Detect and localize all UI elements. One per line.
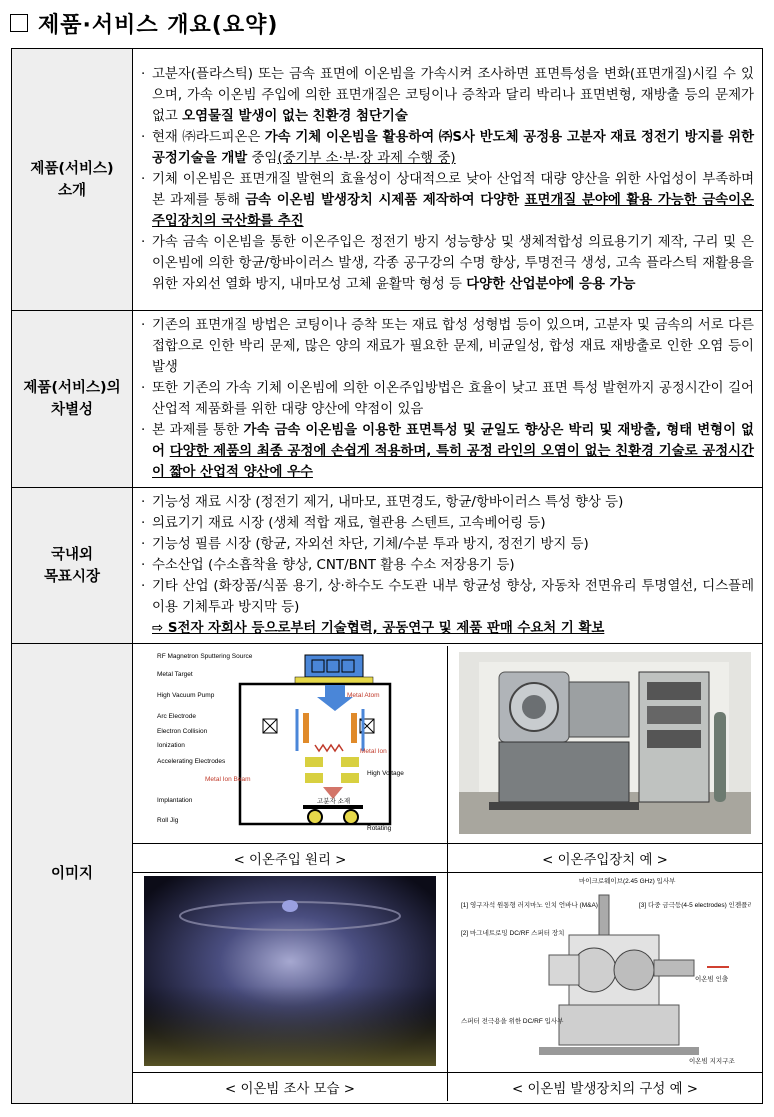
diagram2-label: 스퍼터 전극용을 위한 DC/RF 입사부 <box>461 1017 564 1025</box>
image-cell-beam <box>133 873 448 1073</box>
image-grid <box>133 646 762 1102</box>
image-cell-structure <box>448 873 763 1073</box>
label-differentiation <box>12 311 133 488</box>
caption-device: < 이온주입장치 예 > <box>448 844 763 873</box>
diagram2-label: [3] 다중 금극등(4-5 electrodes) 인젠플러 <box>639 901 751 909</box>
diagram2-label: 마이크로웨이브(2.45 GHz) 입사부 <box>579 877 676 885</box>
content-target-market <box>133 488 763 644</box>
row-target-market <box>12 488 763 644</box>
caption-principle: < 이온주입 원리 > <box>133 844 448 873</box>
diagram-inner-label: High Voltage <box>367 769 404 777</box>
diagram-inner-label: 고분자 소재 <box>317 797 351 805</box>
ion-beam-photo <box>144 876 436 1066</box>
row-product-intro <box>12 49 763 311</box>
diagram-label: Implantation <box>157 796 193 804</box>
market-item-5: · 기타 산업 (화장품/식품 용기, 상·하수도 수도관 내부 항균성 향상, 자동차 전면유리 투명열선, 디스플레이용 기체투과 방지막 등) <box>141 576 754 618</box>
market-item-3: · 기능성 필름 시장 (항균, 자외선 차단, 기체/수분 투과 방지, 정전기 방지 등) <box>141 534 754 555</box>
diagram-label: High Vacuum Pump <box>157 691 215 699</box>
page-title: 제품·서비스 개요(요약) <box>38 12 279 38</box>
label-line: 소개 <box>57 182 86 199</box>
diagram-label: Accelerating Electrodes <box>157 757 226 765</box>
diagram-label: RF Magnetron Sputtering Source <box>157 652 253 660</box>
intro-item-1: · 고분자(플라스틱) 또는 금속 표면에 이온빔을 가속시켜 조사하면 표면특성을 변화(표면개질)시킬 수 있으며, 가속 이온빔 주입에 의한 표면개질은 코팅이나 증착과 달리 박리나 표면변형, 재방출 등의 문제가 없고 오염물질 발생이 없는 친환경 첨단기술 <box>141 64 754 127</box>
image-cell-device <box>448 646 763 844</box>
diagram-label: Ionization <box>157 741 185 749</box>
diagram2-label: 이온빔 지지구조 <box>689 1057 735 1065</box>
intro-item-3: · 기체 이온빔은 표면개질 발현의 효율성이 상대적으로 낮아 산업적 대량 양산을 위한 사업성이 부족하며 본 과제를 통해 금속 이온빔 발생장치 시제품 제작하여 다양한 표면개질 분야에 활용 가능한 금속이온 주입장치의 국산화를 추진 <box>141 169 754 232</box>
diagram2-label: 이온빔 인출 <box>695 975 729 983</box>
label-product-intro <box>12 49 133 311</box>
diagram-inner-label: Metal Atom <box>347 691 380 699</box>
label-line: 국내외 <box>50 546 94 563</box>
diagram2-label: [2] 마그네트로밍 DC/RF 스퍼터 장치 <box>461 929 565 937</box>
overview-table <box>11 48 763 1104</box>
diagram-label: Arc Electrode <box>157 712 197 720</box>
diagram-inner-label: Rotating <box>367 824 392 832</box>
market-item-4: · 수소산업 (수소흡착율 향상, CNT/BNT 활용 수소 저장용기 등) <box>141 555 754 576</box>
diagram-label: Roll Jig <box>157 816 179 824</box>
market-item-2: · 의료기기 재료 시장 (생체 적합 재료, 혈관용 스텐트, 고속베어링 등) <box>141 513 754 534</box>
caption-beam: < 이온빔 조사 모습 > <box>133 1073 448 1102</box>
diagram-label: Electron Collision <box>157 727 208 735</box>
row-images <box>12 644 763 1104</box>
diff-item-2: · 또한 기존의 가속 기체 이온빔에 의한 이온주입방법은 효율이 낮고 표면 특성 발현까지 공정시간이 길어 산업적 제품화를 위한 대량 양산에 약점이 있음 <box>141 378 754 420</box>
title-checkbox[interactable] <box>10 14 28 32</box>
diagram2-label: [1] 영구자석 원통형 러지마노 인치 언바나 (M&A) <box>461 901 598 909</box>
market-item-1: · 기능성 재료 시장 (정전기 제거, 내마모, 표면경도, 항균/항바이러스 특성 향상 등) <box>141 492 754 513</box>
label-images: 이미지 <box>12 644 133 1104</box>
label-target-market <box>12 488 133 644</box>
diagram-inner-label: Metal Ion <box>360 747 387 755</box>
intro-item-2: · 현재 ㈜라드피온은 가속 기체 이온빔을 활용하여 ㈜S사 반도체 공정용 고분자 재료 정전기 방지를 위한 공정기술을 개발 중임(중기부 소·부·장 과제 수행 중) <box>141 127 754 169</box>
diagram-label: Metal Target <box>157 670 193 678</box>
diff-item-1: · 기존의 표면개질 방법은 코팅이나 증착 또는 재료 합성 성형법 등이 있으며, 고분자 및 금속의 서로 다른 접합으로 인한 박리 문제, 많은 양의 재료가 필요한 문제, 비균일성, 합성 재료 재방출로 인한 오염 등이 발생 <box>141 315 754 378</box>
market-conclusion: ⇨ S전자 자회사 등으로부터 기술협력, 공동연구 및 제품 판매 수요처 기 확보 <box>152 621 605 636</box>
caption-structure: < 이온빔 발생장치의 구성 예 > <box>448 1073 763 1102</box>
intro-item-4: · 가속 금속 이온빔을 통한 이온주입은 정전기 방지 성능향상 및 생체적합성 의료용기기 제작, 구리 및 은 이온빔에 의한 항균/항바이러스 발생, 각종 공구강의 수명 향상, 투명전극 생성, 고속 플라스틱 재활용을 위한 자외선 열화 방지, 내마모성 고체 윤활막 형성 등 다양한 산업분야에 응용 가능 <box>141 232 754 295</box>
diagram-label: Metal Ion Beam <box>205 775 251 783</box>
label-line: 제품(서비스)의 <box>23 380 121 396</box>
diff-item-3: · 본 과제를 통한 가속 금속 이온빔을 이용한 표면특성 및 균일도 향상은 박리 및 재방출, 형태 변형이 없어 다양한 제품의 최종 공정에 손쉽게 적용하며, 특히 공정 라인의 오염이 없는 친환경 기술로 공정시간이 짧아 산업적 양산에 우수 <box>141 420 754 483</box>
image-cell-principle <box>133 646 448 844</box>
label-line: 목표시장 <box>43 568 101 585</box>
page-title-group <box>10 6 278 40</box>
ion-implantation-diagram <box>155 649 425 837</box>
content-differentiation <box>133 311 763 488</box>
label-line: 차별성 <box>50 402 94 418</box>
label-line: 제품(서비스) <box>30 160 114 177</box>
content-images <box>133 644 763 1104</box>
ion-implanter-photo <box>459 652 751 834</box>
ion-source-structure-diagram <box>459 875 751 1067</box>
content-product-intro <box>133 49 763 311</box>
row-differentiation <box>12 311 763 488</box>
